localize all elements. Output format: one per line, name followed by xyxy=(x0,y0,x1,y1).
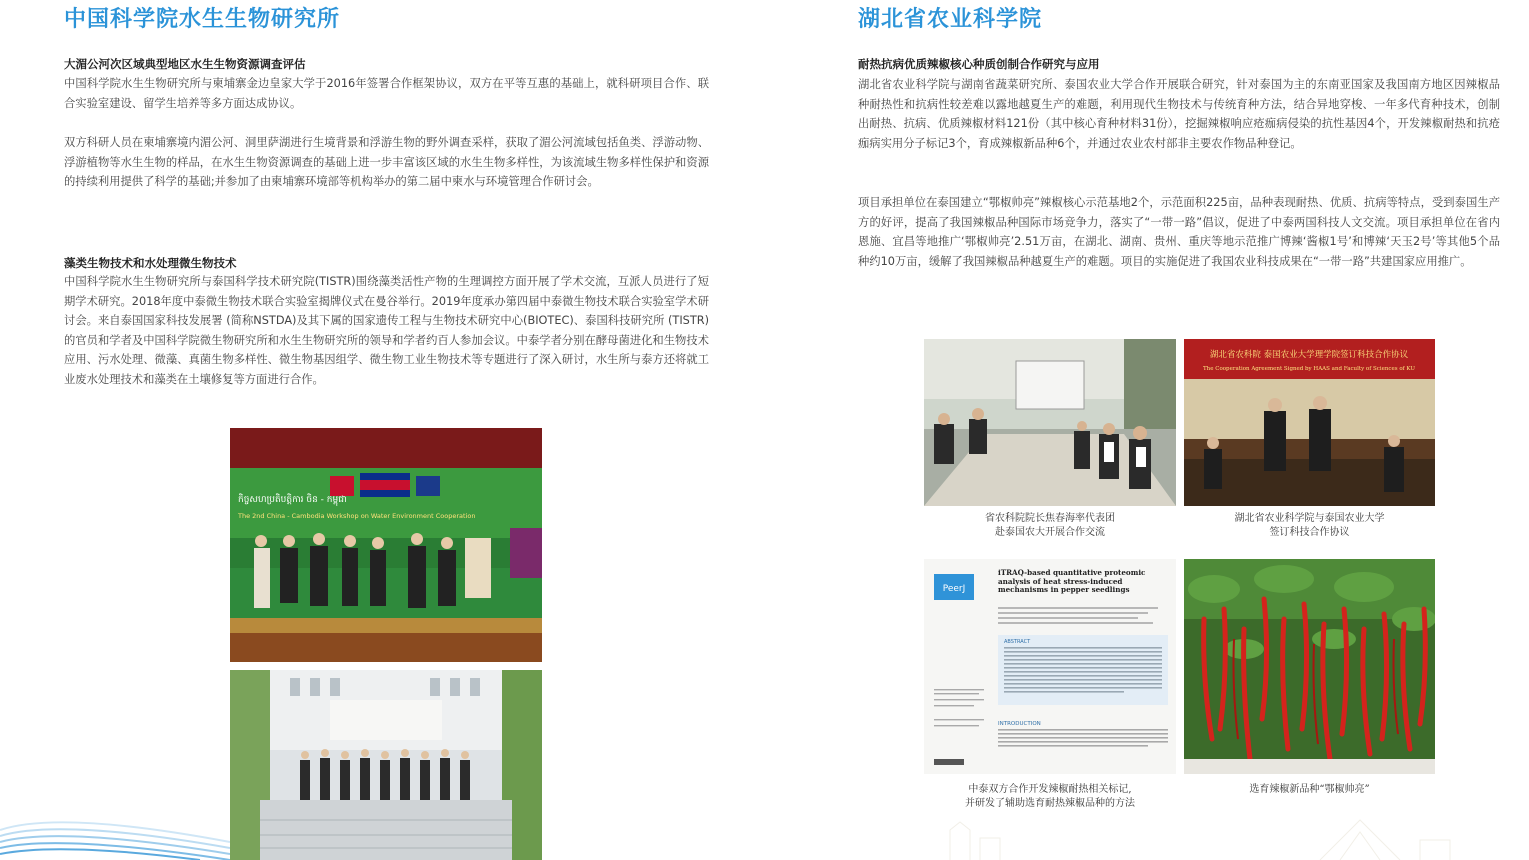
paper-abstract-label: ABSTRACT xyxy=(1004,639,1031,645)
paper-intro-label: INTRODUCTION xyxy=(998,721,1041,727)
caption-paper-line2: 并研发了辅助选育耐热辣椒品种的方法 xyxy=(965,798,1135,809)
workshop-photo xyxy=(230,428,542,662)
paper-title: iTRAQ-based quantitative proteomic analysis of heat stress-induced mechanisms in pepper seedlings xyxy=(998,569,1146,594)
group-photo xyxy=(230,670,542,860)
peerj-logo: PeerJ xyxy=(942,584,966,594)
caption-signing-line1: 湖北省农业科学院与泰国农业大学 xyxy=(1234,513,1385,524)
right-paragraph-2: 项目承担单位在泰国建立“鄂椒帅亮”辣椒核心示范基地2个，示范面积225亩，品种表现耐热、优质、抗病等特点，受到泰国生产方的好评，提高了我国辣椒品种国际市场竞争力，落实了“一带一路”倡议，促进了中泰两国科技人文交流。项目承担单位在省内恩施、宜昌等地推广‘鄂椒帅亮’2.51万亩，在湖北、湖南、贵州、重庆等地示范推广博辣‘酱椒1号’和博辣‘天玉2号’等其他5个品种约10万亩，缓解了我国辣椒品种越夏生产的难题。项目的实施促进了我国农业科技成果在“一带一路”共建国家应用推广。 xyxy=(858,196,1500,268)
right-paragraph-1: 湖北省农业科学院与湖南省蔬菜研究所、泰国农业大学合作开展联合研究，针对泰国为主的东南亚国家及我国南方地区因辣椒品种耐热性和抗病性较差难以露地越夏生产的难题，利用现代生物技术与传统育种方法，结合异地穿梭、一年多代育种技术，创制出耐热、抗病、优质辣椒材料121份（其中核心育种材料31份），挖掘辣椒响应疮痂病侵染的抗性基因4个，开发辣椒耐热和抗疮痂病实用分子标记3个，育成辣椒新品种6个，并通过农业农村部非主要农作物品种登记。 xyxy=(858,78,1500,150)
meeting-photo xyxy=(924,339,1176,506)
paper-photo xyxy=(924,559,1176,774)
banner-khmer-text: កិច្ចសហប្រតិបត្តិការ ចិន - កម្ពុជា xyxy=(238,495,347,505)
caption-paper xyxy=(924,783,1176,811)
section1-heading: 大湄公河次区域典型地区水生生物资源调查评估 xyxy=(64,57,306,71)
caption-meeting-line1: 省农科院院长焦春海率代表团 xyxy=(985,513,1115,524)
caption-paper-line1: 中泰双方合作开发辣椒耐热相关标记, xyxy=(968,784,1132,795)
decorative-waves xyxy=(0,780,230,860)
section2-heading: 藻类生物技术和水处理微生物技术 xyxy=(64,256,237,270)
signing-photo xyxy=(1184,339,1435,506)
caption-signing xyxy=(1184,512,1435,540)
section1-paragraph-1: 中国科学院水生生物研究所与柬埔寨金边皇家大学于2016年签署合作框架协议，双方在平等互惠的基础上，就科研项目合作、联合实验室建设、留学生培养等多方面达成协议。 xyxy=(64,77,709,110)
signing-banner-chinese: 湖北省农科院 泰国农业大学理学院签订科技合作协议 xyxy=(1209,350,1409,360)
banner-english-text: The 2nd China - Cambodia Workshop on Water Environment Cooperation xyxy=(238,512,476,520)
section1-paragraph-2: 双方科研人员在柬埔寨境内湄公河、洞里萨湖进行生境背景和浮游生物的野外调查采样，获取了湄公河流域包括鱼类、浮游动物、浮游植物等水生生物的样品，在水生生物资源调查的基础上进一步丰富该区域的水生生物多样性，为该流域生物多样性保护和资源的持续利用提供了科学的基础;并参加了由柬埔寨环境部等机构举办的第二届中柬水与环境管理合作研讨会。 xyxy=(64,136,709,189)
signing-banner-english: The Cooperation Agreement Signed by HAAS and Faculty of Sciences of KU xyxy=(1203,366,1415,372)
pepper-photo xyxy=(1184,559,1435,774)
left-title: 中国科学院水生生物研究所 xyxy=(64,7,341,32)
decorative-skyline xyxy=(800,810,1529,860)
right-heading: 耐热抗病优质辣椒核心种质创制合作研究与应用 xyxy=(858,57,1100,71)
caption-signing-line2: 签订科技合作协议 xyxy=(1269,527,1350,538)
caption-meeting xyxy=(924,512,1176,540)
section2-paragraph-1: 中国科学院水生生物研究所与泰国科学技术研究院(TISTR)围绕藻类活性产物的生理调控方面开展了学术交流，互派人员进行了短期学术研究。2018年度中泰微生物技术联合实验室揭牌仪式在曼谷举行。2019年度承办第四届中泰微生物技术联合实验室学术研讨会。来自泰国国家科技发展署 (简称NSTDA)及其下属的国家遗传工程与生物技术研究中心(BIOTEC)、泰国科技研究所 (TISTR)的官员和学者及中国科学院微生物研究所和水生生物研究所的领导和学者约百人参加会议。中泰学者分别在酵母菌进化和生物技术应用、污水处理、微藻、真菌生物多样性、微生物基因组学、微生物工业生物技术等专题进行了深入研讨，水生所与泰方还将就工业废水处理技术和藻类在土壤修复等方面进行合作。 xyxy=(64,275,709,386)
caption-meeting-line2: 赴泰国农大开展合作交流 xyxy=(995,527,1105,538)
caption-pepper xyxy=(1184,783,1435,797)
caption-pepper-line1: 选育辣椒新品种“鄂椒帅亮” xyxy=(1249,784,1370,795)
right-title: 湖北省农业科学院 xyxy=(858,7,1043,32)
